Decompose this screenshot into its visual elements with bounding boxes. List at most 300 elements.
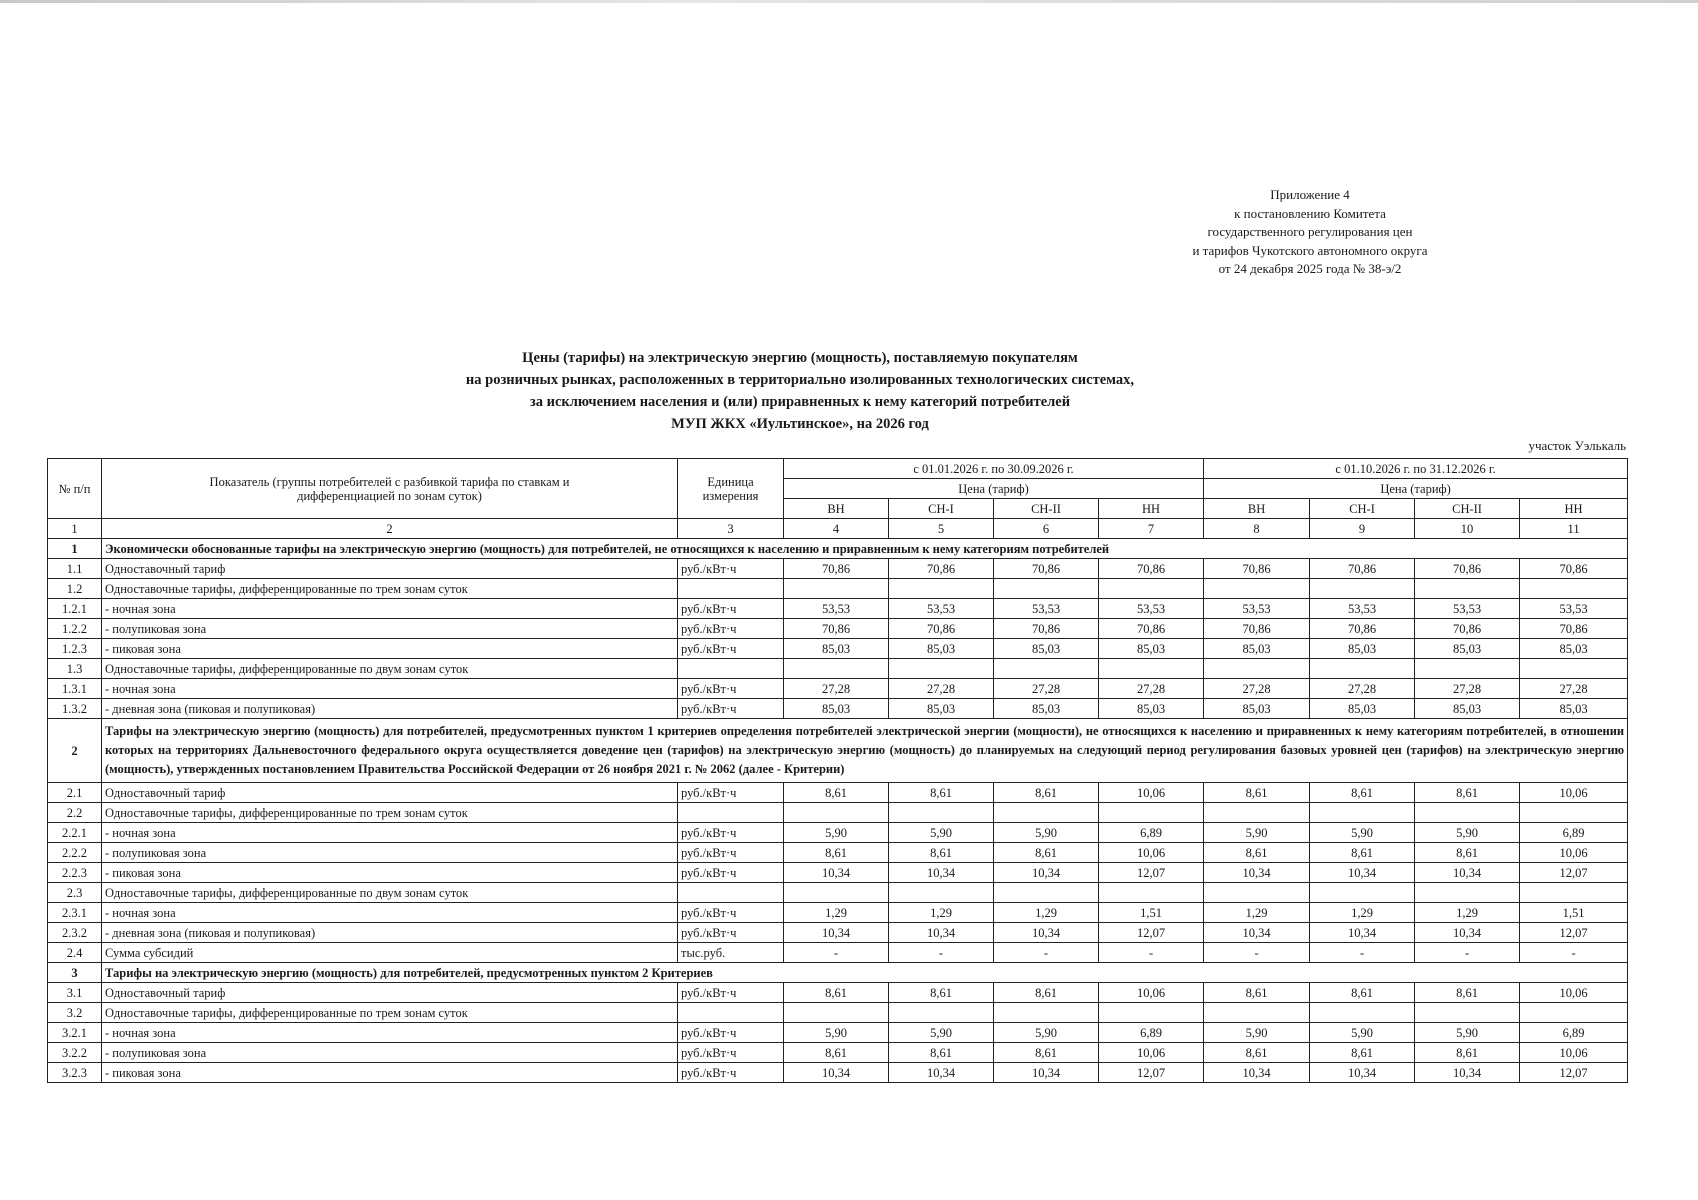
row-unit: руб./кВт·ч [678,823,784,843]
tariff-value: 85,03 [1415,699,1520,719]
table-row [48,619,1628,639]
row-unit: руб./кВт·ч [678,559,784,579]
tariff-value: 5,90 [1204,1023,1310,1043]
tariff-value: - [1204,943,1310,963]
scan-edge [0,0,1698,3]
row-label: Одноставочный тариф [102,983,678,1003]
tariff-value: 12,07 [1099,923,1204,943]
tariff-value: 10,34 [889,863,994,883]
header-level-nn: НН [1520,499,1628,519]
tariff-value: 8,61 [994,843,1099,863]
section-label: Экономически обоснованные тарифы на электрическую энергию (мощность) для потребителей, не относящихся к населению и приравненным к нему категориям потребителей [102,539,1628,559]
tariff-value: 12,07 [1520,923,1628,943]
tariff-value: 10,34 [784,923,889,943]
table-row [48,983,1628,1003]
tariff-value: 5,90 [1415,823,1520,843]
tariff-value: 8,61 [994,1043,1099,1063]
tariff-value [1520,659,1628,679]
table-row [48,1043,1628,1063]
header-level-sn2: СН-II [1415,499,1520,519]
col-number: 2 [102,519,678,539]
tariff-value: 70,86 [1204,559,1310,579]
tariff-value: 70,86 [1099,559,1204,579]
col-number: 1 [48,519,102,539]
table-row [48,883,1628,903]
tariff-value: 10,06 [1099,783,1204,803]
tariff-value [1204,579,1310,599]
col-number: 9 [1310,519,1415,539]
table-row [48,599,1628,619]
tariff-value: 27,28 [1099,679,1204,699]
tariff-value [1099,659,1204,679]
tariff-value [889,579,994,599]
tariff-value [1520,883,1628,903]
row-number: 2.3.2 [48,923,102,943]
tariff-value: 10,34 [1415,863,1520,883]
title-line: МУП ЖКХ «Иультинское», на 2026 год [671,416,929,432]
row-unit: руб./кВт·ч [678,903,784,923]
tariff-value: 10,34 [784,1063,889,1083]
row-number: 1 [48,539,102,559]
row-unit: тыс.руб. [678,943,784,963]
tariff-value: 10,06 [1099,843,1204,863]
tariff-value [1310,659,1415,679]
row-number: 2.3.1 [48,903,102,923]
row-label: Одноставочный тариф [102,783,678,803]
tariff-value: - [1310,943,1415,963]
tariff-value: 70,86 [1310,619,1415,639]
tariff-value: 10,34 [1204,1063,1310,1083]
tariff-value: 12,07 [1099,863,1204,883]
tariff-value: 1,29 [1310,903,1415,923]
row-unit: руб./кВт·ч [678,923,784,943]
tariff-value: 70,86 [1520,619,1628,639]
tariff-value: 10,34 [1204,923,1310,943]
tariff-value: 5,90 [994,1023,1099,1043]
tariff-value: 85,03 [784,699,889,719]
tariff-value: 85,03 [1204,699,1310,719]
header-indicator: Показатель (группы потребителей с разбивкой тарифа по ставкам и дифференциацией по зонам суток) [102,459,678,519]
row-label: - дневная зона (пиковая и полупиковая) [102,699,678,719]
tariff-value [1520,1003,1628,1023]
tariff-value [1310,803,1415,823]
row-label: - ночная зона [102,679,678,699]
tariff-value: 85,03 [1415,639,1520,659]
tariff-value: 1,29 [784,903,889,923]
tariff-value: 8,61 [889,843,994,863]
table-row [48,1063,1628,1083]
tariff-value: 8,61 [1204,983,1310,1003]
tariff-value: - [784,943,889,963]
tariff-value: - [1415,943,1520,963]
tariff-value [1520,579,1628,599]
row-label: - пиковая зона [102,1063,678,1083]
appendix-line: от 24 декабря 2025 года № 38-э/2 [1218,261,1402,276]
tariff-value: 5,90 [784,1023,889,1043]
tariff-value: 8,61 [889,783,994,803]
row-unit [678,883,784,903]
table-row [48,659,1628,679]
tariff-value: 10,06 [1520,843,1628,863]
row-label: Одноставочные тарифы, дифференцированные по трем зонам суток [102,803,678,823]
tariff-value: 85,03 [1310,699,1415,719]
tariff-value: 27,28 [994,679,1099,699]
header-price-1: Цена (тариф) [784,479,1204,499]
tariff-value [1099,1003,1204,1023]
tariff-value: 8,61 [1310,843,1415,863]
tariff-value: 8,61 [1204,783,1310,803]
title-line: на розничных рынках, расположенных в территориально изолированных технологических системах, [465,372,1135,388]
table-row [48,699,1628,719]
tariff-value: 1,29 [1204,903,1310,923]
header-level-sn2: СН-II [994,499,1099,519]
row-label: - ночная зона [102,1023,678,1043]
tariff-value [1099,883,1204,903]
tariff-value: 8,61 [1415,783,1520,803]
col-number: 7 [1099,519,1204,539]
tariff-value: 5,90 [1204,823,1310,843]
tariff-value [1204,803,1310,823]
tariff-value: 8,61 [1204,843,1310,863]
row-number: 2.3 [48,883,102,903]
table-row [48,783,1628,803]
col-number: 11 [1520,519,1628,539]
table-row [48,903,1628,923]
tariff-value [784,1003,889,1023]
row-number: 1.2.3 [48,639,102,659]
row-label: - полупиковая зона [102,843,678,863]
site-label: участок Уэлькаль [1528,438,1626,453]
col-number: 3 [678,519,784,539]
tariff-value [1415,803,1520,823]
tariff-value: 8,61 [889,1043,994,1063]
table-row [48,559,1628,579]
row-number: 2 [48,719,102,783]
tariff-value: 12,07 [1520,863,1628,883]
tariff-value [994,803,1099,823]
tariff-value: 1,29 [1415,903,1520,923]
tariff-value: 8,61 [889,983,994,1003]
table-row [48,823,1628,843]
tariff-value [1520,803,1628,823]
tariff-value: - [889,943,994,963]
tariff-value: 8,61 [994,783,1099,803]
tariff-value: 85,03 [889,699,994,719]
tariff-value [994,659,1099,679]
header-level-vn: ВН [784,499,889,519]
header-level-vn: ВН [1204,499,1310,519]
tariff-value: 27,28 [1520,679,1628,699]
row-unit [678,659,784,679]
row-unit: руб./кВт·ч [678,599,784,619]
tariff-value: 70,86 [784,559,889,579]
tariff-value [1310,1003,1415,1023]
tariff-value: 10,06 [1520,783,1628,803]
tariff-value: 8,61 [784,783,889,803]
tariff-value: 70,86 [1204,619,1310,639]
tariff-value: 70,86 [1415,559,1520,579]
row-number: 1.2 [48,579,102,599]
tariff-value: - [1520,943,1628,963]
row-unit: руб./кВт·ч [678,843,784,863]
row-unit: руб./кВт·ч [678,699,784,719]
tariff-value: 8,61 [784,983,889,1003]
header-level-nn: НН [1099,499,1204,519]
tariff-value [1204,883,1310,903]
tariff-value: 5,90 [1415,1023,1520,1043]
tariff-value: 1,29 [889,903,994,923]
tariff-value [1415,883,1520,903]
tariff-value: 10,34 [994,923,1099,943]
row-number: 1.2.2 [48,619,102,639]
tariff-value: 10,34 [1310,923,1415,943]
row-unit [678,1003,784,1023]
table-row [48,679,1628,699]
header-unit: Единица измерения [678,459,784,519]
tariff-value: 12,07 [1520,1063,1628,1083]
row-unit: руб./кВт·ч [678,783,784,803]
row-number: 3 [48,963,102,983]
tariff-value: 85,03 [889,639,994,659]
row-label: Одноставочные тарифы, дифференцированные по двум зонам суток [102,883,678,903]
tariff-value: 70,86 [1310,559,1415,579]
row-number: 3.1 [48,983,102,1003]
tariff-value [1204,659,1310,679]
row-number: 1.1 [48,559,102,579]
row-number: 2.1 [48,783,102,803]
row-number: 2.2.2 [48,843,102,863]
tariff-value: 1,51 [1520,903,1628,923]
header-level-sn1: СН-I [889,499,994,519]
tariff-value [1415,659,1520,679]
header-period-2: с 01.10.2026 г. по 31.12.2026 г. [1204,459,1628,479]
row-unit: руб./кВт·ч [678,1063,784,1083]
row-unit: руб./кВт·ч [678,983,784,1003]
tariff-value: 10,34 [1204,863,1310,883]
tariff-value: 5,90 [1310,1023,1415,1043]
tariff-value: 85,03 [1099,639,1204,659]
tariff-value: 70,86 [994,619,1099,639]
tariff-value: 70,86 [1415,619,1520,639]
col-number: 8 [1204,519,1310,539]
col-number: 4 [784,519,889,539]
title-line: за исключением населения и (или) приравненных к нему категорий потребителей [529,394,1071,410]
tariff-value: 27,28 [889,679,994,699]
tariff-value: 53,53 [784,599,889,619]
tariff-value [994,883,1099,903]
tariff-value: 27,28 [1310,679,1415,699]
tariff-value: 10,34 [994,863,1099,883]
tariff-value: - [1099,943,1204,963]
row-label: Одноставочные тарифы, дифференцированные по трем зонам суток [102,579,678,599]
table-row [48,943,1628,963]
appendix-line: и тарифов Чукотского автономного округа [1192,242,1428,258]
tariff-value [784,579,889,599]
tariff-value: 8,61 [1310,1043,1415,1063]
tariff-value: 5,90 [889,823,994,843]
tariff-value: 10,34 [889,923,994,943]
section-label: Тарифы на электрическую энергию (мощность) для потребителей, предусмотренных пунктом 1 критериев определения потребителей электрической энергии (мощности), не относящихся к населению и приравненных к нему категориям потребителей, в отношении которых на территориях Дальневосточного федерального округа осуществляется доведение цен (тарифов) на электрическую энергию (мощность) до планируемых на следующий период регулирования базовых уровней цен (тарифов) на электрическую энергию (мощность), утвержденных постановлением Правительства Российской Федерации от 26 ноября 2021 г. № 2062 (далее - Критерии) [102,719,1628,783]
tariff-value: 85,03 [784,639,889,659]
tariff-value: 10,06 [1099,1043,1204,1063]
header-level-sn1: СН-I [1310,499,1415,519]
header-period-1: с 01.01.2026 г. по 30.09.2026 г. [784,459,1204,479]
header-price-2: Цена (тариф) [1204,479,1628,499]
row-label: - дневная зона (пиковая и полупиковая) [102,923,678,943]
tariff-value: 27,28 [784,679,889,699]
row-unit: руб./кВт·ч [678,619,784,639]
row-label: Одноставочный тариф [102,559,678,579]
document-title [300,347,1300,435]
tariff-value: 6,89 [1520,1023,1628,1043]
tariff-value [784,803,889,823]
appendix-line: к постановлению Комитета [1234,205,1386,221]
tariff-value: 85,03 [994,699,1099,719]
row-number: 2.2 [48,803,102,823]
table-row [48,843,1628,863]
tariff-value: 1,29 [994,903,1099,923]
tariff-value: - [994,943,1099,963]
tariff-value [994,1003,1099,1023]
tariff-value [1415,1003,1520,1023]
table-body [48,539,1628,1083]
row-label: Одноставочные тарифы, дифференцированные по трем зонам суток [102,1003,678,1023]
tariff-value [889,883,994,903]
tariff-value: 10,34 [1415,923,1520,943]
tariff-value: 70,86 [889,619,994,639]
row-label: Сумма субсидий [102,943,678,963]
row-label: - ночная зона [102,903,678,923]
tariff-value: 8,61 [1310,983,1415,1003]
tariff-value: 8,61 [1415,843,1520,863]
tariff-value [889,659,994,679]
tariff-value: 10,34 [1310,863,1415,883]
tariff-value: 10,34 [1310,1063,1415,1083]
tariff-value: 8,61 [1415,1043,1520,1063]
table-row [48,863,1628,883]
row-number: 1.3.1 [48,679,102,699]
row-label: - ночная зона [102,599,678,619]
tariff-value: 53,53 [1099,599,1204,619]
header-num: № п/п [48,459,102,519]
tariff-value [1310,883,1415,903]
col-number: 5 [889,519,994,539]
tariff-value: 10,34 [1415,1063,1520,1083]
row-label: - полупиковая зона [102,1043,678,1063]
tariff-value: 5,90 [1310,823,1415,843]
tariff-value: 27,28 [1415,679,1520,699]
row-unit [678,579,784,599]
tariff-value: 8,61 [784,1043,889,1063]
tariff-value [889,1003,994,1023]
table-row [48,639,1628,659]
row-number: 3.2.1 [48,1023,102,1043]
tariff-value: 12,07 [1099,1063,1204,1083]
tariff-value [784,883,889,903]
tariff-value: 6,89 [1099,1023,1204,1043]
tariff-value: 85,03 [1520,699,1628,719]
row-unit: руб./кВт·ч [678,863,784,883]
tariff-value: 53,53 [889,599,994,619]
section-label: Тарифы на электрическую энергию (мощность) для потребителей, предусмотренных пунктом 2 Критериев [102,963,1628,983]
table-section-row [48,539,1628,559]
table-row [48,803,1628,823]
tariff-value: 8,61 [1415,983,1520,1003]
row-number: 3.2 [48,1003,102,1023]
tariff-value [1204,1003,1310,1023]
tariff-value [1099,579,1204,599]
tariff-value: 8,61 [1310,783,1415,803]
tariff-value: 53,53 [1310,599,1415,619]
table-section-row [48,719,1628,783]
appendix-block [1100,186,1520,279]
row-number: 2.2.1 [48,823,102,843]
row-unit: руб./кВт·ч [678,1043,784,1063]
tariff-value [994,579,1099,599]
tariff-value: 10,34 [784,863,889,883]
row-label: Одноставочные тарифы, дифференцированные по двум зонам суток [102,659,678,679]
tariff-value: 85,03 [994,639,1099,659]
tariff-value: 5,90 [889,1023,994,1043]
row-number: 1.2.1 [48,599,102,619]
table-section-row [48,963,1628,983]
tariff-value: 70,86 [1520,559,1628,579]
row-unit: руб./кВт·ч [678,679,784,699]
row-number: 1.3.2 [48,699,102,719]
tariff-value: 8,61 [1204,1043,1310,1063]
tariff-value: 53,53 [994,599,1099,619]
tariff-value: 70,86 [1099,619,1204,639]
row-unit: руб./кВт·ч [678,1023,784,1043]
tariff-value: 85,03 [1099,699,1204,719]
tariff-value: 8,61 [994,983,1099,1003]
tariff-value: 5,90 [784,823,889,843]
tariff-value: 53,53 [1520,599,1628,619]
tariff-value: 10,34 [994,1063,1099,1083]
tariff-value: 6,89 [1099,823,1204,843]
row-number: 1.3 [48,659,102,679]
tariff-value: 70,86 [994,559,1099,579]
tariff-value [889,803,994,823]
tariff-table [47,458,1628,1083]
row-unit [678,803,784,823]
table-row [48,1023,1628,1043]
table-row [48,579,1628,599]
tariff-value: 85,03 [1310,639,1415,659]
tariff-value: 6,89 [1520,823,1628,843]
tariff-value [1310,579,1415,599]
row-unit: руб./кВт·ч [678,639,784,659]
col-number: 10 [1415,519,1520,539]
tariff-value: 53,53 [1204,599,1310,619]
col-number: 6 [994,519,1099,539]
tariff-value: 85,03 [1204,639,1310,659]
tariff-value: 10,06 [1520,1043,1628,1063]
row-label: - ночная зона [102,823,678,843]
tariff-value: 10,06 [1099,983,1204,1003]
tariff-value [1099,803,1204,823]
tariff-value: 10,34 [889,1063,994,1083]
tariff-value: 70,86 [784,619,889,639]
row-label: - полупиковая зона [102,619,678,639]
row-label: - пиковая зона [102,639,678,659]
row-number: 3.2.3 [48,1063,102,1083]
row-number: 3.2.2 [48,1043,102,1063]
row-label: - пиковая зона [102,863,678,883]
tariff-value [784,659,889,679]
tariff-value: 1,51 [1099,903,1204,923]
tariff-value [1415,579,1520,599]
